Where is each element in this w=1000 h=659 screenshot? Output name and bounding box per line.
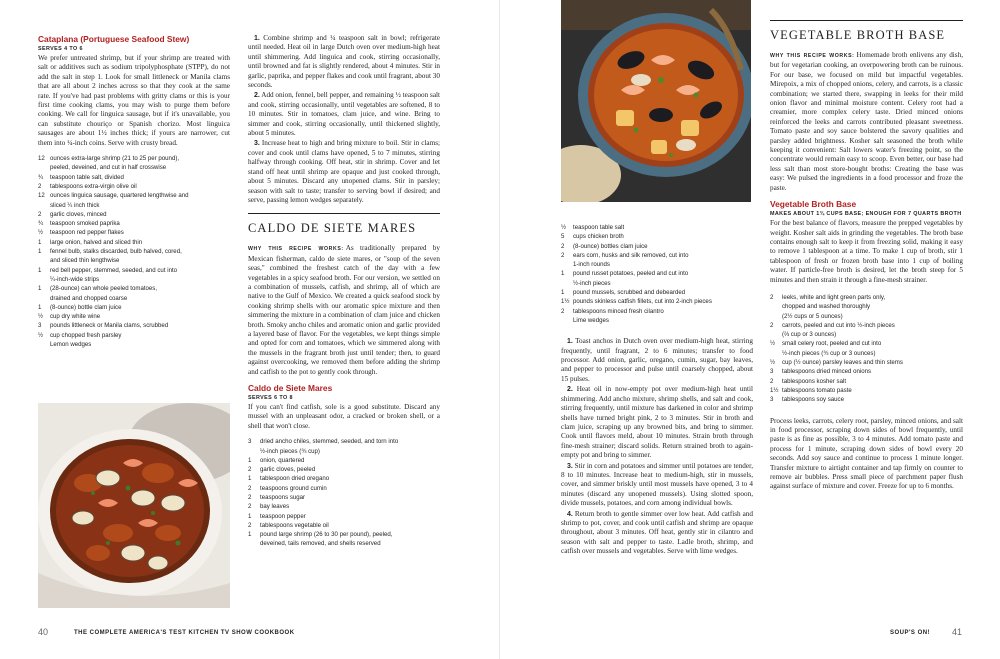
ingredient: 2 garlic cloves, minced [38,210,107,218]
serves-cataplana: SERVES 4 TO 6 [38,46,83,52]
ingredient: ½ teaspoon red pepper flakes [38,229,124,237]
method-veg-broth: Process leeks, carrots, celery root, parsley, minced onions, and salt in food processor, scraping down sides of bowl frequently, until paste is as fine as possible, 3 to 4 minutes. Add tomato paste and process for 1 minute, scraping down sides of bowl every 20 seconds. Add soy sauce and continue to process 1 minute longer. Transfer mixture to airtight container and tap firmly on counter to remove air bubbles. Press small piece of parchment paper flush against surface of mixture and cover. Freeze for up to 6 months. [770,416,963,491]
ingredient: 2 tablespoons minced fresh cilantro [561,307,664,315]
ingredient: 1 fennel bulb, stalks discarded, bulb halved, cored, [38,248,182,256]
ingredient-list-veg-broth [770,293,963,405]
ingredient: 3 tablespoons dried minced onions [770,368,872,376]
ingredient: 1 teaspoon pepper [248,512,306,520]
ingredient: 12 ounces extra-large shrimp (21 to 25 per pound), [38,155,180,163]
ingredient: 2 ears corn, husks and silk removed, cut into [561,251,689,259]
ingredient: (⅔ cup or 3 ounces) [782,331,837,339]
ingredient: ¾ teaspoon table salt, divided [38,173,124,181]
caldo-step-3: 3. Stir in corn and potatoes and simmer until potatoes are tender, 8 to 10 minutes. Increase heat to medium-high, stir in mussels, cover, and simmer briskly until most mussels have opened, 3 to 4 minutes (discard any unopened mussels). Using slotted spoon, divide mussels, potatoes, and corn among individual bowls. [561,461,753,508]
ingredient: ¼-inch-wide strips [50,275,100,283]
section-title-veg-broth: VEGETABLE BROTH BASE [770,20,963,43]
caldo-step-4: 4. Return broth to gentle simmer over low heat. Add catfish and shrimp to pot, cover, and cook until catfish and shrimp are opaque throughout, about 3 minutes. Off heat, gently stir in cilantro and season with salt and pepper to taste. Ladle broth, shrimp, and catfish over mussels and vegetables. Serve with lime wedges. [561,509,753,556]
ingredient-list-cataplana [38,154,230,349]
ingredient: ½-inch pieces (¾ cup or 3 ounces) [782,349,876,357]
ingredient: 1-inch rounds [573,261,610,269]
ingredient: 2 teaspoons sugar [248,494,306,501]
ingredient: 2 tablespoons vegetable oil [248,521,329,529]
recipe-intro-veg-broth: For the best balance of flavors, measure the prepped vegetables by weight. Kosher salt aids in grinding the vegetables. The broth base contains enough salt to keep it from freezing solid, making it easy to remove 1 tablespoon at a time. To make 1 cup of broth, stir 1 tablespoon of fresh or frozen broth base into 1 cup of boiling water. If particle-free broth is desired, let the broth steep for 5 minutes and then strain it through a fine-mesh strainer. [770,219,963,284]
running-head-left: THE COMPLETE AMERICA'S TEST KITCHEN TV SHOW COOKBOOK [74,630,295,636]
ingredient: 1 red bell pepper, stemmed, seeded, and cut into [38,266,178,274]
ingredient: 1 pound mussels, scrubbed and debearded [561,289,686,297]
ingredient: 3 pounds littleneck or Manila clams, scrubbed [38,322,169,330]
ingredient: ½ teaspoon table salt [561,224,625,231]
ingredient: 2 garlic cloves, peeled [248,466,316,474]
ingredient: 1½ pounds skinless catfish fillets, cut into 2-inch pieces [561,298,712,306]
section-title-caldo: CALDO DE SIETE MARES [248,213,440,236]
ingredient: Lemon wedges [50,341,92,348]
ingredient: 1 pound russet potatoes, peeled and cut into [561,270,689,278]
recipe-title-cataplana: Cataplana (Portuguese Seafood Stew) [38,34,190,44]
ingredient: peeled, deveined, and cut in half crosswise [50,164,167,172]
caldo-photo [561,0,751,202]
right-column-2 [770,20,963,610]
cataplana-step-2: 2. Add onion, fennel, bell pepper, and remaining ½ teaspoon salt and cook, stirring occasionally, until vegetables are softened, 8 to 10 minutes. Stir in tomatoes, clam juice, and wine. Bring to simmer and cook, stirring occasionally, until thickened slightly, about 5 minutes. [248,91,440,138]
ingredient: 1½ tablespoons tomato paste [770,386,852,394]
ingredient: 1 large onion, halved and sliced thin [38,238,143,246]
ingredient: 2 (8-ounce) bottles clam juice [561,242,648,250]
caldo-photo-illustration [561,0,751,202]
why-veg-broth: WHY THIS RECIPE WORKS: Homemade broth enlivens any dish, but for vegetarian cooking, an overpowering broth can be ruinous. For our base, we focused on mild but impactful vegetables. Mirepoix, a mix of chopped onions, celery, and carrots, is a classic combination; we started there, swapping in leeks for their mild onion flavor and minimal moisture content. Celery root had a creamier, more complex celery taste. Dried minced onions reinforced the leeks and carrots contributed pleasant sweetness. Tomato paste and soy sauce bolstered the savory qualities and parsley added brightness. Kosher salt seasoned the broth while keeping it convenient: Salt lowers water's freezing point, so the concentrate would remain easy to scoop. Even better, our base had less salt than most store-bought broths: Creating the base was easy: We pulsed the ingredients in a food processor and froze the paste. [770,51,963,192]
ingredient: chopped and washed thoroughly [782,303,871,311]
cataplana-photo [38,403,230,608]
ingredient: 2 teaspoons ground cumin [248,484,327,492]
page-number-left: 40 [38,627,49,637]
why-caldo: WHY THIS RECIPE WORKS: As traditionally prepared by Mexican fisherman, caldo de siete mares, or "soup of the seven seas," combined the freshest catch of the day with a few vegetables in a spicy seafood broth. For our version, we settled on a combination of mussels, catfish, and shrimp, all of which are native to the Gulf of Mexico. We created a quick seafood stock by cooking shrimp shells with our aromatic spice mixture and then simmering the mixture in a combination of clam juice and chicken broth. Smoky ancho chiles and aromatic onion and garlic provided a layered base of flavor. For the vegetables, we kept things simple and opted for corn and tomatoes, which we simmered along with the mussels in the fragrant broth just until tender; then, to guard against overcooking, we removed them before adding the shrimp and catfish to the pot to gently cook through. [248,244,440,376]
ingredient: 3 tablespoons soy sauce [770,396,844,404]
ingredient: 2 tablespoons extra-virgin olive oil [38,182,137,190]
right-column-1 [561,223,753,613]
ingredient: 1 pound large shrimp (26 to 30 per pound), peeled, [248,531,393,539]
ingredient: 2 leeks, white and light green parts only, [770,293,886,301]
ingredient: 1 tablespoon dried oregano [248,475,330,483]
ingredient: and sliced thin lengthwise [50,257,120,265]
cataplana-step-1: 1. Combine shrimp and ¼ teaspoon salt in bowl; refrigerate until needed. Heat oil in large Dutch oven over medium-high heat until shimmering. Add linguica and cook, stirring occasionally, until browned and fat is slightly rendered, about 4 minutes. Stir in garlic, paprika, and pepper flakes and cook until fragrant, about 30 seconds. [248,34,440,90]
ingredient: 5 cups chicken broth [561,233,624,241]
ingredient: ¾ teaspoon smoked paprika [38,220,120,228]
ingredient: drained and chopped coarse [50,294,128,302]
recipe-title-veg-broth: Vegetable Broth Base [770,199,857,210]
recipe-intro-cataplana: We prefer untreated shrimp, but if your shrimp are treated with salt or additives such as sodium tripolyphosphate (STPP), do not add the salt in step 1. Look for small littleneck or Manila clams that are all about 2 inches across so that they cook at the same rate. If you've had past problems with gritty clams or this is your first time cooking clams, you may wish to purge them before cooking. We call for linguica sausage, but if it's unavailable, you can substitute chouriço or Spanish chorizo. Most linguica sausages are about 1½ inches thick; if yours are narrower, cut them into ¼-inch coins. Serve with crusty bread. [38,54,230,147]
ingredient: 2 bay leaves [248,503,290,511]
ingredient: 12 ounces linguica sausage, quartered lengthwise and [38,192,189,200]
ingredient: ½ cup chopped fresh parsley [38,331,122,339]
ingredient: ½ cup dry white wine [38,313,101,321]
ingredient: 2 carrots, peeled and cut into ½-inch pieces [770,321,895,329]
ingredient: deveined, tails removed, and shells reserved [260,540,381,548]
ingredient: ½-inch pieces [573,279,611,287]
page-number-right: 41 [952,627,963,637]
ingredient: 2 tablespoons kosher salt [770,377,847,385]
ingredient: (2½ cups or 5 ounces) [782,312,843,320]
running-head-right: SOUP'S ON! [890,630,931,636]
left-column-2 [248,34,440,610]
ingredient: ½ small celery root, peeled and cut into [770,340,882,348]
ingredient: 1 (8-ounce) bottle clam juice [38,303,122,311]
ingredient: 3 dried ancho chiles, stemmed, seeded, and torn into [248,438,399,446]
ingredient: Lime wedges [573,316,609,324]
right-page [500,0,1000,659]
ingredient: 1 onion, quartered [248,456,305,464]
ingredient: ½ cup (½ ounce) parsley leaves and thin stems [770,359,903,367]
caldo-step-2: 2. Heat oil in now-empty pot over medium-high heat until shimmering. Add ancho mixture, shrimp shells, and salt and cook, stirring frequently, until mixture has darkened in color and shrimp shells have turned bright pink, 2 to 3 minutes. Stir in broth and clam juice, scraping up any browned bits, and bring to simmer. Cook until flavors meld, about 10 minutes. Strain broth through fine-mesh strainer; discard solids. Return strained broth to again-empty pot and bring to simmer. [561,385,753,460]
left-column-1 [38,34,230,390]
ingredient-list-caldo [248,437,440,549]
serves-caldo: SERVES 6 TO 8 [248,395,293,401]
recipe-title-caldo: Caldo de Siete Mares [248,383,333,393]
ingredient-list-caldo-continued [561,223,753,325]
ingredient: sliced ¼ inch thick [50,201,100,209]
recipe-intro-caldo: If you can't find catfish, sole is a good substitute. Discard any mussel with an unpleasant odor, a cracked or broken shell, or a shell that won't close. [248,403,440,430]
makes-veg-broth: MAKES ABOUT 1¾ CUPS BASE; ENOUGH FOR 7 QUARTS BROTH [770,211,962,218]
cataplana-step-3: 3. Increase heat to high and bring mixture to boil. Stir in clams; cover and cook until clams have opened, 5 to 7 minutes, stirring halfway through cooking. Off heat, stir in shrimp. Cover and let stand off heat until shrimp are opaque and just cooked through, about 5 minutes. Discard any unopened clams. Stir in parsley; season with salt to taste; transfer to serving bowl if desired; and serve, passing lemon wedges separately. [248,139,440,204]
caldo-step-1: 1. Toast anchos in Dutch oven over medium-high heat, stirring frequently, until fragrant, 2 to 6 minutes; transfer to food processor. Add onion, garlic, oregano, cumin, sugar, bay leaves, and pepper to processor and pulse until coarsely chopped, about 15 pulses. [561,337,753,383]
ingredient: 1 (28-ounce) can whole peeled tomatoes, [38,285,158,293]
ingredient: ½-inch pieces (¾ cup) [260,447,320,455]
cataplana-photo-illustration [38,403,230,608]
